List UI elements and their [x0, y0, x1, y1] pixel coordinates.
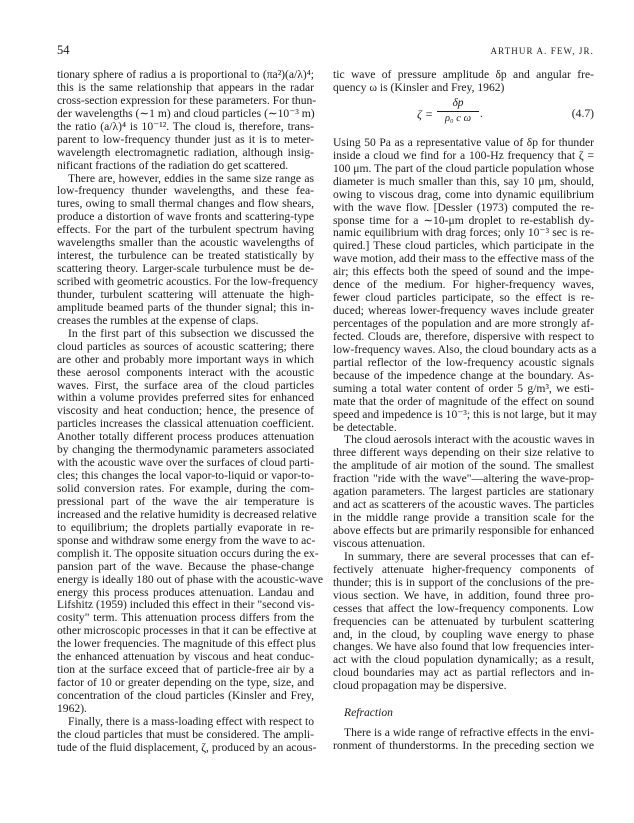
- text-line: owing to viscous drag, come into dynamic equilibrium: [333, 187, 594, 201]
- text-line: low-frequency thunder wavelengths, and these fea-: [57, 184, 314, 198]
- text-line: factor of 10 or greater depending on the type, size, and: [57, 676, 314, 690]
- text-line: concentration of the cloud particles (Kinsler and Frey,: [57, 689, 314, 702]
- text-line: thunder; this is in support of the conclusions of the pre-: [333, 575, 594, 589]
- text-line: the cloud particles that must be considered. The ampli-: [57, 727, 314, 741]
- text-line: creases the rumbles at the expense of claps.: [57, 313, 259, 327]
- text-line: cosity" term. This attenuation process differs from the: [57, 611, 314, 625]
- text-line: increased and the relative humidity is decreased relative: [57, 507, 317, 521]
- text-line: with the wave flow. [Dessler (1973) computed the re-: [333, 200, 594, 214]
- text-line: duced; whereas lower-frequency waves include greater: [333, 304, 594, 318]
- text-line: In summary, there are several processes that can ef-: [344, 549, 594, 563]
- text-line: fected. Clouds are, therefore, dispersive with respect to: [333, 329, 594, 343]
- text-line: three different ways depending on their size relative to: [333, 446, 594, 460]
- text-line: There is a wide range of refractive effects in the envi-: [344, 726, 594, 740]
- text-line: in the middle range provide a transition scale for the: [333, 511, 594, 525]
- paragraph-before-equation: [333, 69, 594, 95]
- text-line: wave motion, add their mass to the effective mass of the: [333, 252, 594, 266]
- text-line: wavelength electromagnetic radiation, although insig-: [57, 145, 314, 159]
- text-line: pansion part of the wave. Because the phase-change: [57, 559, 314, 573]
- text-line: agation parameters. The largest particles are stationary: [333, 485, 594, 499]
- equation-period: .: [480, 106, 483, 120]
- text-line: partial reflector of the low-frequency acoustic signals: [333, 355, 594, 369]
- text-line: air; this effects both the speed of sound and the impe-: [333, 265, 594, 279]
- text-line: cross-section expression for these parameters. For thun-: [57, 93, 317, 107]
- text-line: to equilibrium; the droplets partially evaporate in re-: [57, 520, 314, 534]
- text-line: energy is ideally 180 out of phase with the acoustic-wave: [57, 572, 324, 586]
- text-line: diameter is much smaller than this, say 10 μm, should,: [333, 174, 594, 188]
- text-line: suming a total water content of order 5 g/m³, we esti-: [333, 381, 594, 395]
- text-line: sponse time for a ∼10-μm droplet to re-establish dy-: [333, 213, 594, 227]
- text-line: and, in the cloud, by coupling wave energy to phase: [333, 627, 594, 641]
- text-line: parent to low-frequency thunder just as it is to meter-: [57, 132, 314, 146]
- text-line: Using 50 Pa as a representative value of δp for thunder: [333, 135, 594, 149]
- text-line: The cloud aerosols interact with the acoustic waves in: [344, 433, 595, 447]
- text-line: cesses that affect the low-frequency components. Low: [333, 601, 594, 615]
- equation-number: (4.7): [571, 106, 594, 120]
- text-line: Lifshitz (1959) included this effect in their "second vis-: [57, 598, 315, 612]
- text-line: thunder, turbulent scattering will attenuate the high-: [57, 287, 314, 301]
- text-line: ronment of thunderstorms. In the preceding section we: [333, 739, 594, 753]
- text-line: nificant fractions of the radiation do get scattered.: [57, 158, 289, 172]
- text-line: fewer cloud particles participate, so the effect is re-: [333, 291, 594, 305]
- running-head-author: ARTHUR A. FEW, JR.: [490, 46, 594, 56]
- text-line: viscous attenuation.: [333, 536, 426, 550]
- text-line: other microscopic processes in that it can be effective at: [57, 624, 317, 638]
- page-number: 54: [57, 43, 70, 57]
- text-line: energy this process produces attenuation. Landau and: [57, 585, 314, 599]
- text-line: be detectable.: [333, 420, 397, 434]
- text-line: wavelengths smaller than the acoustic wavelengths of: [57, 236, 314, 250]
- text-line: waves. First, the surface area of the cloud particles: [57, 378, 314, 392]
- text-line: tures, owing to small thermal changes and flow shears,: [57, 197, 314, 211]
- text-line: inside a cloud we find for a 100-Hz frequency that ζ =: [333, 148, 594, 162]
- text-line: frequencies can be attenuated by turbulent scattering: [333, 614, 594, 628]
- text-line: are other and probably more important ways in which: [57, 352, 314, 366]
- text-line: cloud particles as sources of acoustic scattering; there: [57, 339, 314, 353]
- text-line: cles; this changes the local vapor-to-liquid or vapor-to-: [57, 469, 314, 483]
- text-line: cloud boundaries may act as partial reflectors and in-: [333, 666, 594, 680]
- text-line: low-frequency waves. Also, the cloud boundary acts as a: [333, 342, 597, 356]
- text-line: the ratio (a/λ)⁴ is 10⁻¹². The cloud is, therefore, trans-: [57, 119, 314, 133]
- text-line: the lower frequencies. The magnitude of this effect plus: [57, 637, 316, 651]
- text-line: by changing the thermodynamic parameters associated: [57, 443, 314, 457]
- text-line: Another totally different process produces attenuation: [57, 430, 314, 444]
- text-line: within a volume provides preferred sites for enhanced: [57, 391, 314, 405]
- text-line: There are, however, eddies in the same size range as: [68, 171, 314, 185]
- text-line: cloud propagation may be dispersive.: [333, 679, 507, 693]
- text-line: namic equilibrium with drag forces; only 10⁻³ sec is re-: [333, 226, 594, 240]
- equation-fraction: [437, 97, 479, 126]
- text-line: with the acoustic wave over the surfaces of cloud parti-: [57, 456, 314, 470]
- refraction-section-text: [333, 727, 594, 753]
- text-line: sponse and withdraw some energy from the wave to ac-: [57, 533, 316, 547]
- right-column: [333, 68, 597, 753]
- text-line: changes. We have also found that low frequencies inter-: [333, 640, 594, 654]
- equation-lhs: ζ =: [417, 106, 433, 121]
- text-line: scribed with geometric acoustics. For the low-frequency: [57, 275, 319, 288]
- text-line: speed and impedence is 10⁻³; this is not large, but it may: [333, 407, 597, 421]
- equation-numerator: δp: [437, 97, 479, 112]
- text-line: amplitude beamed parts of the thunder signal; this in-: [57, 300, 314, 314]
- text-line: the enhanced attenuation by viscous and heat conduc-: [57, 650, 314, 664]
- text-line: and act as scatterers of the acoustic waves. The particles: [333, 498, 594, 512]
- text-line: tionary sphere of radius a is proportional to (πa²)(a/λ)⁴;: [57, 68, 314, 81]
- text-line: dence of the medium. For higher-frequency waves,: [333, 278, 594, 292]
- text-line: quired.] These cloud particles, which participate in the: [333, 239, 594, 253]
- section-heading-refraction: Refraction: [344, 706, 393, 720]
- text-line: scattering theory. Larger-scale turbulence must be de-: [57, 262, 314, 276]
- text-line: these aerosol components interact with the acoustic: [57, 365, 314, 379]
- text-line: interest, the turbulence can be treated statistically by: [57, 249, 314, 263]
- text-line: act with the cloud population dynamically; as a result,: [333, 653, 594, 667]
- text-line: 1962).: [57, 701, 87, 715]
- text-line: produce a distortion of wave fronts and scattering-type: [57, 210, 314, 224]
- text-line: effects. For the part of the turbulent spectrum having: [57, 223, 314, 237]
- text-line: complish it. The opposite situation occurs during the ex-: [57, 546, 319, 560]
- text-line: mate that the order of magnitude of the effect on sound: [333, 394, 594, 408]
- text-line: particles increases the classical attenuation coefficient.: [57, 417, 314, 431]
- text-line: In the first part of this subsection we discussed the: [68, 326, 314, 340]
- equation-denominator: ρ₀ c ω: [444, 112, 471, 124]
- text-line: the amplitude of air motion of the sound. The smallest: [333, 459, 594, 473]
- text-line: tude of the fluid displacement, ζ, produced by an acous-: [57, 740, 317, 754]
- text-line: viscosity and heat conduction; hence, the presence of: [57, 404, 314, 418]
- text-line: Finally, there is a mass-loading effect with respect to: [68, 714, 314, 728]
- text-line: tion at the surface exceed that of particle-free air by a: [57, 663, 314, 677]
- text-line: above effects but are primarily responsible for enhanced: [333, 524, 594, 537]
- text-line: percentages of the population and are more strongly af-: [333, 317, 594, 330]
- equation-4-7: [333, 97, 594, 133]
- text-line: vious section. We have, in addition, found three pro-: [333, 588, 594, 602]
- text-line: fraction "ride with the wave"—altering the wave-prop-: [333, 472, 594, 486]
- text-line: this is the same relationship that appears in the radar: [57, 80, 314, 94]
- text-line: pressional part of the wave the air temperature is: [57, 494, 314, 508]
- text-line: quency ω is (Kinsler and Frey, 1962): [333, 80, 505, 94]
- left-column: [57, 68, 324, 755]
- text-line: solid conversion rates. For example, during the com-: [57, 482, 314, 495]
- text-line: because of the impedence change at the boundary. As-: [333, 368, 594, 382]
- text-line: 100 μm. The part of the cloud particle population whose: [333, 161, 595, 175]
- paragraphs-after-equation: [333, 135, 597, 693]
- text-line: tic wave of pressure amplitude δp and angular fre-: [333, 68, 594, 81]
- text-line: der wavelengths (∼1 m) and cloud particles (∼10⁻³ m): [57, 106, 315, 120]
- text-line: fectively attenuate higher-frequency components of: [333, 562, 594, 576]
